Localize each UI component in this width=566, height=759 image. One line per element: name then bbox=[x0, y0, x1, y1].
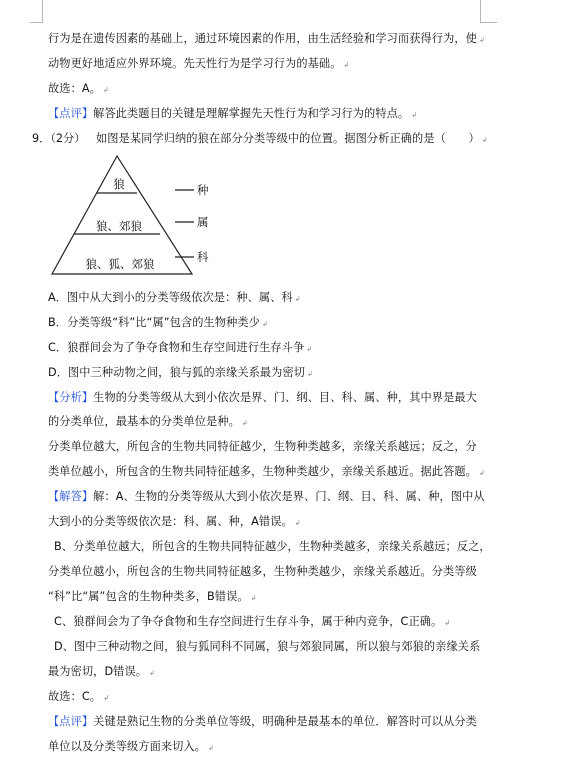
paragraph-mark-icon: ↲ bbox=[306, 345, 313, 353]
paragraph-mark-icon: ↲ bbox=[250, 594, 257, 602]
comment-line: 【点评】解答此类题目的关键是理解掌握先天性行为和学习行为的特点。 ↲ bbox=[48, 107, 418, 120]
classification-pyramid-diagram bbox=[48, 154, 228, 284]
analysis-line: 类单位越小，所包含的生物共同特征越多，生物种类越少，亲缘关系越近。据此答题。 ↲ bbox=[48, 465, 485, 478]
solution-tag: 【解答】 bbox=[48, 490, 94, 503]
analysis-tag: 【分析】 bbox=[48, 391, 94, 404]
rank-label-genus: 属 bbox=[197, 215, 209, 229]
solution-line: 分类单位越小，所包含的生物共同特征越多，生物种类越少，亲缘关系越近。分类等级 bbox=[48, 565, 477, 578]
question-stem: 如图是某同学归纳的狼在部分分类等级中的位置。据图分析正确的是（ ） ↲ bbox=[96, 132, 488, 145]
option-b: B．分类等级“科”比“属”包含的生物种类少 ↲ bbox=[48, 316, 268, 329]
paragraph-mark-icon: ↲ bbox=[103, 694, 110, 702]
comment-line: 【点评】关键是熟记生物的分类单位等级，明确种是最基本的单位．解答时可以从分类 bbox=[48, 715, 477, 728]
paragraph-mark-icon: ↲ bbox=[411, 111, 418, 119]
crop-mark-top-right bbox=[480, 0, 497, 23]
comment-tag: 【点评】 bbox=[48, 107, 94, 120]
paragraph-mark-icon: ↲ bbox=[481, 136, 488, 144]
question-number: 9．（2分） bbox=[32, 132, 86, 145]
pyramid-level-1-label: 狼 bbox=[113, 177, 125, 191]
solution-line: B、分类单位越大，所包含的生物共同特征越少，生物种类越多，亲缘关系越远；反之， bbox=[54, 540, 491, 553]
solution-line: “科”比“属”包含的生物种类多，B错误。 ↲ bbox=[48, 590, 257, 603]
rank-label-species: 种 bbox=[197, 183, 209, 197]
solution-line: D、图中三种动物之间，狼与狐同科不同属，狼与郊狼同属，所以狼与郊狼的亲缘关系 bbox=[54, 640, 481, 653]
answer-line: 故选：A。 ↲ bbox=[48, 82, 109, 95]
paragraph-mark-icon: ↲ bbox=[478, 469, 485, 477]
paragraph-mark-icon: ↲ bbox=[478, 36, 485, 44]
paragraph-mark-icon: ↲ bbox=[307, 370, 314, 378]
comment-tag: 【点评】 bbox=[48, 715, 94, 728]
paragraph-mark-icon: ↲ bbox=[444, 619, 451, 627]
comment-line: 单位以及分类等级方面来切入。 ↲ bbox=[48, 740, 214, 753]
option-a: A．图中从大到小的分类等级依次是：种、属、科 ↲ bbox=[48, 291, 301, 304]
option-c: C．狼群间会为了争夺食物和生存空间进行生存斗争 ↲ bbox=[48, 341, 313, 354]
pyramid-level-2-label: 狼、郊狼 bbox=[96, 219, 142, 233]
paragraph-mark-icon: ↲ bbox=[149, 669, 155, 677]
pyramid-level-3-label: 狼、狐、郊狼 bbox=[85, 257, 155, 271]
analysis-line: 的分类单位，最基本的分类单位是种。 ↲ bbox=[48, 415, 248, 428]
solution-line: 最为密切，D错误。 ↲ bbox=[48, 665, 155, 678]
paragraph-mark-icon: ↲ bbox=[261, 320, 268, 328]
crop-mark-top-left bbox=[30, 0, 43, 23]
analysis-line: 分类单位越大，所包含的生物共同特征越少，生物种类越多，亲缘关系越远；反之，分 bbox=[48, 440, 477, 453]
text-line: 动物更好地适应外界环境。先天性行为是学习行为的基础。 ↲ bbox=[48, 57, 350, 70]
text-line: 行为是在遗传因素的基础上，通过环境因素的作用，由生活经验和学习而获得行为，使 ↲ bbox=[48, 32, 485, 45]
paragraph-mark-icon: ↲ bbox=[294, 519, 301, 527]
answer-line: 故选：C。 ↲ bbox=[48, 690, 110, 703]
paragraph-mark-icon: ↲ bbox=[241, 419, 248, 427]
paragraph-mark-icon: ↲ bbox=[102, 86, 109, 94]
option-d: D．图中三种动物之间，狼与狐的亲缘关系最为密切 ↲ bbox=[48, 366, 314, 379]
paragraph-mark-icon: ↲ bbox=[208, 744, 214, 752]
solution-line: 大到小的分类等级依次是：科、属、种，A错误。 ↲ bbox=[48, 515, 301, 528]
solution-line: C、狼群间会为了争夺食物和生存空间进行生存斗争，属于种内竞争，C正确。 ↲ bbox=[54, 615, 451, 628]
solution-line: 【解答】解：A、生物的分类等级从大到小依次是界、门、纲、目、科、属、种，图中从 bbox=[48, 490, 485, 503]
paragraph-mark-icon: ↲ bbox=[294, 295, 301, 303]
rank-label-family: 科 bbox=[197, 250, 209, 264]
analysis-line: 【分析】生物的分类等级从大到小依次是界、门、纲、目、科、属、种，其中界是最大 bbox=[48, 391, 477, 404]
paragraph-mark-icon: ↲ bbox=[343, 61, 350, 69]
